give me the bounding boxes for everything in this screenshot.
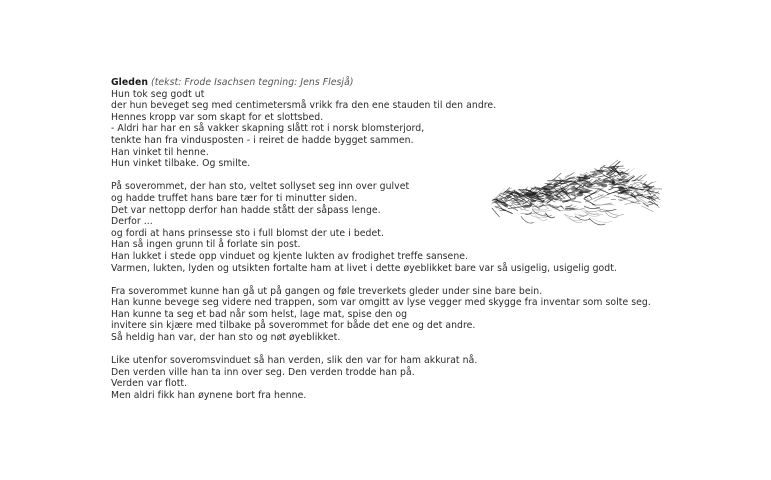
- poem-title: Gleden: [111, 77, 149, 88]
- poem-line: Derfor ...: [111, 216, 153, 228]
- poem-line: Den verden ville han ta inn over seg. Den verden trodde han på.: [111, 366, 415, 378]
- sketch-shade: [615, 179, 622, 182]
- sketch-shade: [537, 195, 539, 199]
- sketch-shade: [539, 188, 548, 190]
- poem-line: - Aldri har har en så vakker skapning slått rot i norsk blomsterjord,: [111, 123, 425, 135]
- sketch-shade: [559, 183, 566, 184]
- sketch-shade: [579, 177, 588, 182]
- poem-line: Han lukket i stede opp vinduet og kjente lukten av frodighet treffe sansene.: [111, 250, 469, 262]
- sketch-shade: [606, 172, 612, 175]
- poem-credit: (tekst: Frode Isachsen tegning: Jens Flesjå): [151, 77, 354, 88]
- poem-line: Men aldri fikk han øynene bort fra henne.: [111, 390, 307, 402]
- sketch-stroke: [614, 195, 619, 197]
- sketch-stroke: [586, 210, 601, 212]
- poem-line: Han vinket til henne.: [111, 146, 209, 158]
- poem-line: Han kunne bevege seg videre ned trappen, som var omgitt av lyse vegger med skygge fra inventar som solte seg.: [111, 297, 651, 309]
- poem-line: Så heldig han var, der han sto og nøt øyeblikket.: [111, 332, 341, 344]
- sketch-shade: [541, 201, 544, 203]
- poem-line: Han så ingen grunn til å forlate sin post.: [111, 239, 301, 251]
- poem-line: Hun tok seg godt ut: [111, 88, 205, 100]
- sketch-stroke: [589, 196, 592, 199]
- sketch-shade: [569, 183, 578, 185]
- sketch-shade: [601, 184, 607, 188]
- sketch-stroke: [521, 209, 528, 210]
- poem-line: tenkte han fra vindusposten - i reiret de hadde bygget sammen.: [111, 134, 414, 146]
- sketch-stroke: [589, 218, 605, 224]
- sketch-stroke: [572, 201, 581, 203]
- sketch-stroke: [566, 205, 572, 207]
- sketch-shade: [622, 179, 629, 184]
- sketch-stroke: [525, 212, 531, 214]
- sketch-shade: [609, 181, 611, 183]
- sketch-shade: [554, 183, 558, 185]
- sketch-shade: [571, 187, 578, 190]
- sketch-shade: [564, 180, 571, 183]
- poem-text: [111, 77, 651, 413]
- sketch-shade: [522, 205, 531, 208]
- sketch-stroke: [604, 168, 608, 170]
- sketch-shade: [570, 192, 575, 196]
- sketch-shade: [593, 170, 603, 175]
- sketch-stroke: [638, 175, 646, 181]
- sketch-shade: [545, 192, 551, 197]
- sketch-stroke: [581, 210, 599, 215]
- sketch-shade: [526, 192, 536, 196]
- sketch-stroke: [644, 188, 652, 189]
- sketch-shade: [555, 198, 559, 200]
- poem-line: Fra soverommet kunne han gå ut på gangen og føle treverkets gleder under sine bare bein.: [111, 285, 543, 297]
- poem-heading: [111, 77, 631, 89]
- stanza-4: [111, 355, 631, 401]
- poem-line: Verden var flott.: [111, 378, 188, 390]
- poem-line: Hennes kropp var som skapt for et slottsbed.: [111, 111, 324, 123]
- sketch-shade: [617, 184, 626, 185]
- sketch-shade: [579, 192, 582, 194]
- poem-line: Varmen, lukten, lyden og utsikten fortalte ham at livet i dette øyeblikket bare var så usigelig, usigelig godt.: [111, 262, 617, 274]
- ink-sketch-icon: [486, 138, 662, 230]
- sketch-stroke: [641, 193, 653, 196]
- poem-line: Han kunne ta seg et bad når som helst, lage mat, spise den og: [111, 308, 408, 320]
- poem-line: der hun beveget seg med centimetersmå vrikk fra den ene stauden til den andre.: [111, 100, 497, 112]
- sketch-stroke: [635, 184, 639, 187]
- sketch-stroke: [592, 219, 612, 223]
- poem-line: Hun vinket tilbake. Og smilte.: [111, 158, 251, 170]
- sketch-stroke: [642, 206, 654, 212]
- sketch-stroke: [521, 217, 534, 224]
- sketch-stroke: [609, 188, 613, 190]
- poem-line: invitere sin kjære med tilbake på soverommet for både det ene og det andre.: [111, 320, 476, 332]
- sketch-shade: [536, 199, 541, 200]
- sketch-stroke: [610, 166, 624, 167]
- stanza-3: [111, 285, 651, 344]
- poem-line: og fordi at hans prinsesse sto i full blomst der ute i bedet.: [111, 227, 384, 239]
- sketch-stroke: [647, 204, 653, 206]
- poem-line: På soverommet, der han sto, veltet sollyset seg inn over gulvet: [111, 181, 410, 193]
- sketch-shade: [571, 181, 576, 184]
- poem-line: Like utenfor soveromsvinduet så han verden, slik den var for ham akkurat nå.: [111, 355, 478, 367]
- poem-line: og hadde truffet hans bare tær for ti minutter siden.: [111, 192, 358, 204]
- sketch-shade: [530, 200, 536, 203]
- sketch-stroke: [588, 188, 601, 189]
- sketch-stroke: [502, 209, 512, 214]
- sketch-shade: [555, 192, 558, 197]
- sketch-stroke: [622, 197, 632, 198]
- sketch-stroke: [592, 203, 611, 205]
- sketch-shade: [622, 175, 627, 178]
- sketch-stroke: [579, 215, 588, 217]
- ink-sketch-svg: [486, 138, 662, 230]
- sketch-stroke: [504, 205, 512, 206]
- sketch-stroke: [625, 201, 640, 205]
- sketch-stroke: [599, 176, 604, 177]
- poem-line: Det var nettopp derfor han hadde stått der såpass lenge.: [111, 204, 381, 216]
- sketch-shade: [587, 183, 592, 187]
- sketch-stroke: [600, 190, 608, 193]
- sketch-stroke: [584, 206, 599, 209]
- sketch-stroke: [641, 189, 649, 190]
- sketch-shade: [619, 187, 625, 192]
- sketch-stroke: [585, 197, 598, 202]
